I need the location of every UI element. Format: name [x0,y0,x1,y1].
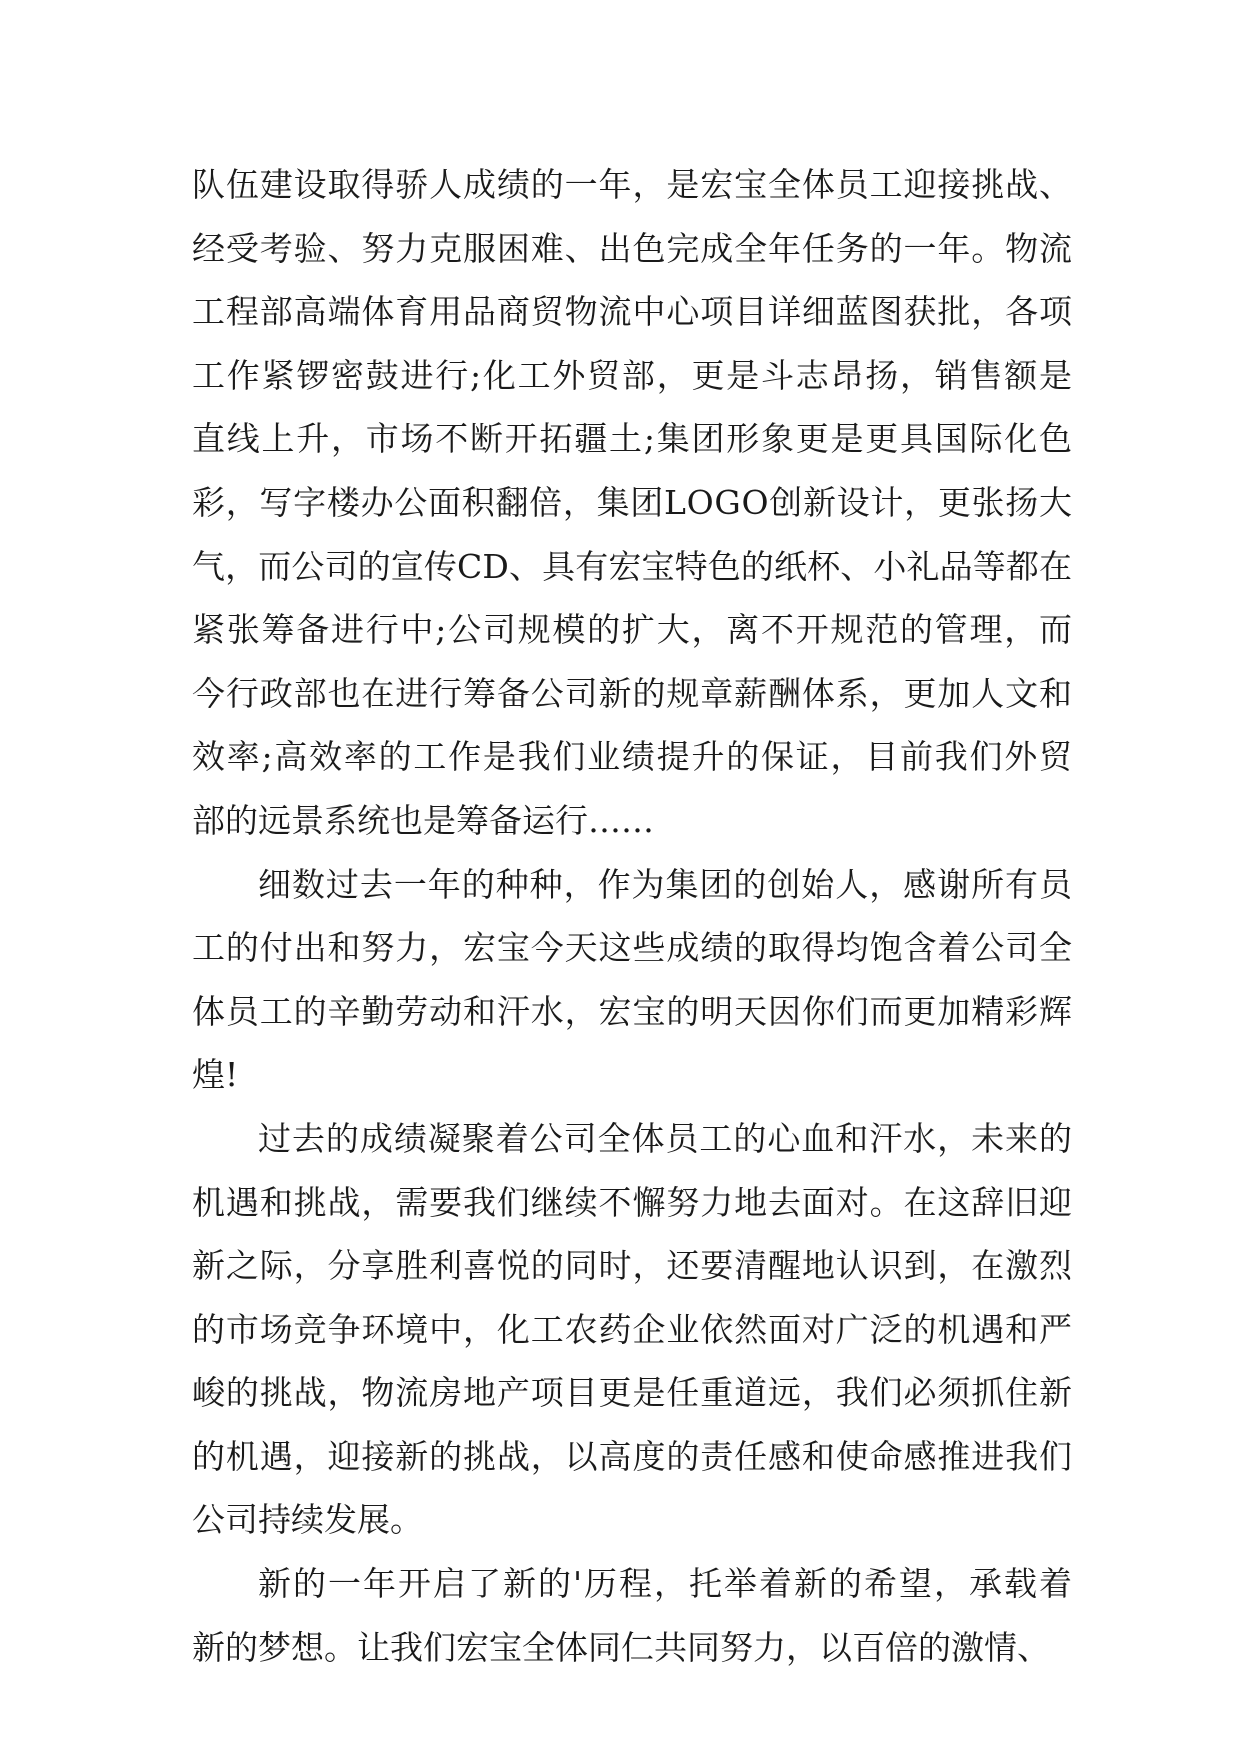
document-body [192,153,1072,1679]
text-line: 机遇和挑战，需要我们继续不懈努力地去面对。在这辞旧迎 [192,1182,1073,1222]
text-line: 紧张筹备进行中;公司规模的扩大，离不开规范的管理，而 [192,610,1074,650]
text-line: 工程部高端体育用品商贸物流中心项目详细蓝图获批，各项 [192,292,1073,332]
text-line: 过去的成绩凝聚着公司全体员工的心血和汗水，未来的 [258,1118,1073,1158]
text-line: 气，而公司的宣传CD、具有宏宝特色的纸杯、小礼品等都在 [192,546,1073,586]
text-line: 工作紧锣密鼓进行;化工外贸部，更是斗志昂扬，销售额是 [192,355,1074,395]
text-line: 公司持续发展。 [192,1500,423,1540]
text-line: 细数过去一年的种种，作为集团的创始人，感谢所有员 [258,864,1073,904]
text-line: 经受考验、努力克服困难、出色完成全年任务的一年。物流 [192,228,1073,268]
text-line: 效率;高效率的工作是我们业绩提升的保证，目前我们外贸 [192,737,1074,777]
text-line: 煌! [192,1055,239,1095]
text-line: 今行政部也在进行筹备公司新的规章薪酬体系，更加人文和 [192,673,1073,713]
text-line: 新的梦想。让我们宏宝全体同仁共同努力，以百倍的激情、 [192,1627,1050,1667]
text-line: 队伍建设取得骄人成绩的一年，是宏宝全体员工迎接挑战、 [192,165,1073,204]
text-line: 的市场竞争环境中，化工农药企业依然面对广泛的机遇和严 [192,1309,1073,1349]
text-line: 工的付出和努力，宏宝今天这些成绩的取得均饱含着公司全 [192,928,1073,968]
text-line: 体员工的辛勤劳动和汗水，宏宝的明天因你们而更加精彩辉 [192,991,1073,1031]
text-line: 彩，写字楼办公面积翻倍，集团LOGO创新设计，更张扬大 [192,482,1073,522]
text-line: 新的一年开启了新的'历程，托举着新的希望，承载着 [258,1564,1074,1604]
text-line: 峻的挑战，物流房地产项目更是任重道远，我们必须抓住新 [192,1373,1073,1413]
text-line: 部的远景系统也是筹备运行…… [192,800,654,840]
text-line: 的机遇，迎接新的挑战，以高度的责任感和使命感推进我们 [192,1436,1073,1476]
text-line: 直线上升，市场不断开拓疆土;集团形象更是更具国际化色 [192,419,1074,459]
text-line: 新之际，分享胜利喜悦的同时，还要清醒地认识到，在激烈 [192,1246,1073,1286]
